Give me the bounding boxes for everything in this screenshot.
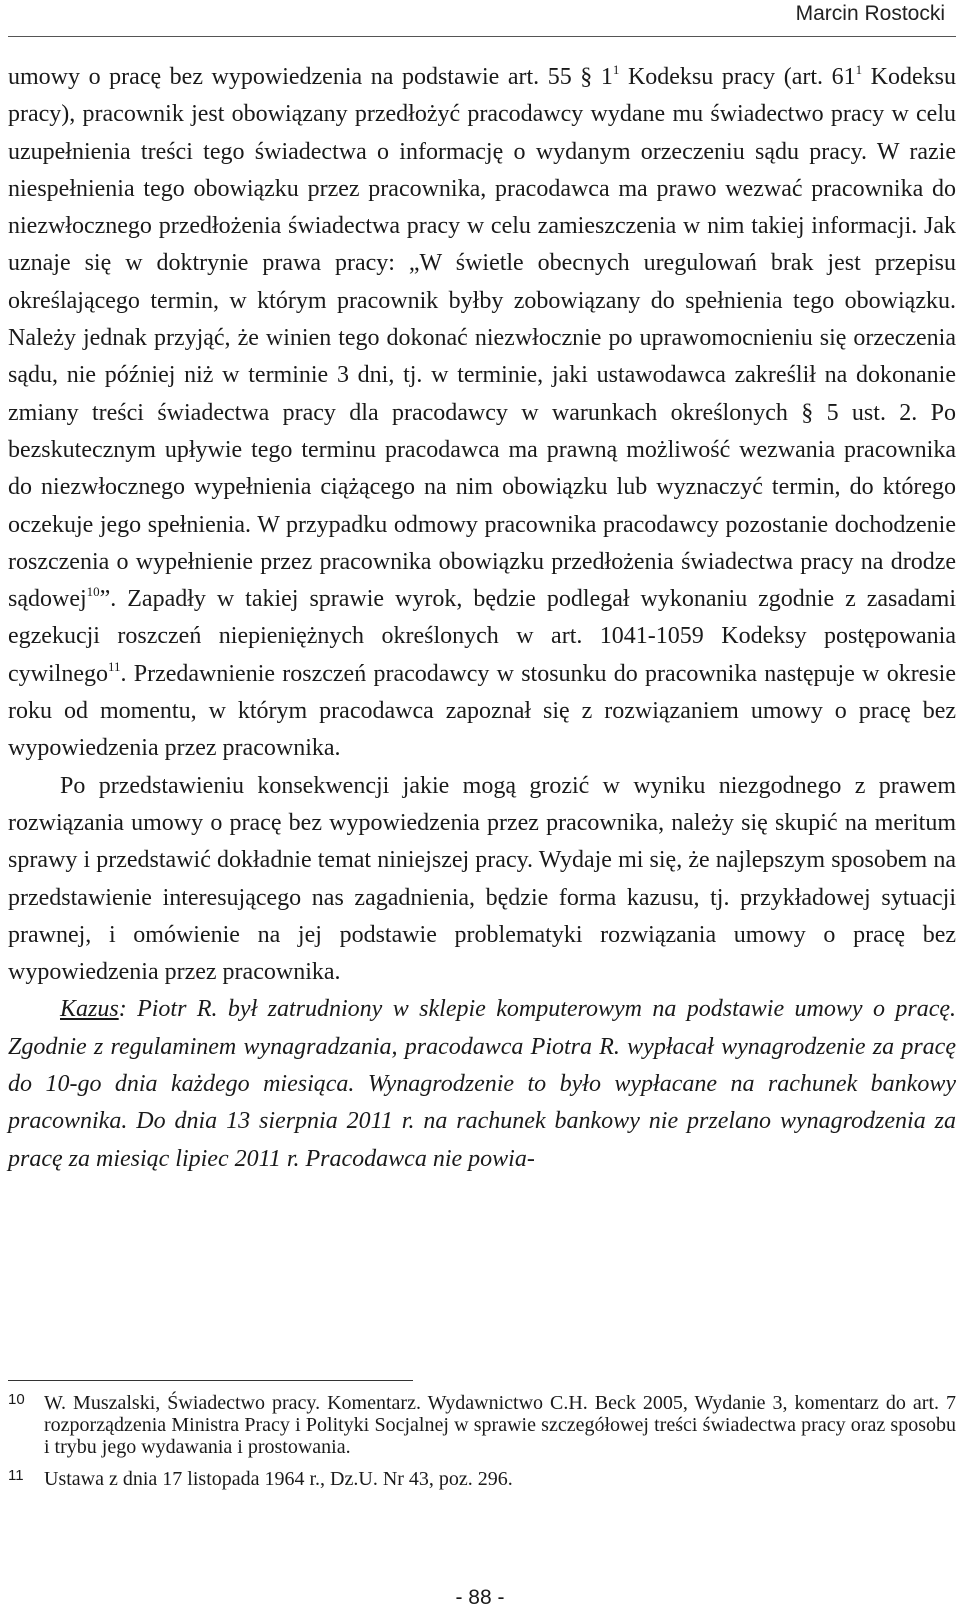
footnote-ref-10[interactable]: 10: [86, 584, 100, 600]
footnote-number: 11: [8, 1467, 24, 1484]
text-run: Kodeksu pracy), pracownik jest obowiązany przedłożyć pracodawcy wydane mu świadectwo pracy w celu uzupełnienia treści tego świadectwa o informację o wydanym orzeczeniu sądu pracy. W razie niespełnienia tego obowiązku przez pracownika, pracodawca ma prawo wezwać pracownika do niezwłocznego przedłożenia świadectwa pracy w celu zamieszczenia w nim takiej informacji. Jak uznaje się w doktrynie prawa pracy: „W świetle obecnych uregulowań brak jest przepisu określającego termin, w którym pracownik byłby zobowiązany do spełnienia tego obowiązku. Należy jednak przyjąć, że winien tego dokonać niezwłocznie po uprawomocnieniu się orzeczenia sądu, nie później niż w terminie 3 dni, tj. w terminie, jaki ustawodawca zakreślił na dokonanie zmiany treści świadectwa pracy dla pracodawcy w warunkach określonych § 5 ust. 2. Po bezskutecznym upływie tego terminu pracodawca ma prawną możliwość wezwania pracownika do niezwłocznego wypełnienia ciążącego na nim obowiązku lub wyznaczyć termin, do którego oczekuje jego spełnienia. W przypadku odmowy pracownika pracodawcy pozostanie dochodzenie roszczenia o wypełnienie przez pracownika obowiązku przedłożenia świadectwa pracy na drodze sądowej: [8, 64, 956, 613]
footnote-10: [8, 1392, 956, 1458]
footnote-ref-11[interactable]: 11: [107, 658, 121, 674]
footnote-text: W. Muszalski, Świadectwo pracy. Komentarz. Wydawnictwo C.H. Beck 2005, Wydanie 3, komentarz do art. 7 rozporządzenia Ministra Pracy i Polityki Socjalnej w sprawie szczegółowej treści świadectwa pracy oraz sposobu i trybu jego wydawania i prostowania.: [44, 1392, 956, 1458]
article-superscript: 1: [612, 62, 620, 77]
running-header: Marcin Rostocki: [795, 2, 945, 25]
page-number: - 88 -: [455, 1586, 505, 1609]
header-divider: [8, 36, 956, 37]
text-run: ”. Zapadły w takiej sprawie wyrok, będzie podlegał wykonaniu zgodnie z zasadami egzekucji roszczeń niepieniężnych określonych w art. 1041-1059 Kodeksy postępowania cywilnego: [8, 586, 956, 687]
text-run: Kodeksu pracy (art. 61: [619, 64, 856, 90]
kazus-colon: :: [118, 996, 127, 1023]
kazus-text: Piotr R. był zatrudniony w sklepie komputerowym na podstawie umowy o pracę. Zgodnie z regulaminem wynagradzania, pracodawca Piotra R. wypłacał wynagrodzenie za pracę do 10-go dnia każdego miesiąca. Wynagrodzenie to było wypłacane na rachunek bankowy pracownika. Do dnia 13 sierpnia 2011 r. na rachunek bankowy nie przelano wynagrodzenia za pracę za miesiąc lipiec 2011 r. Pracodawca nie powia-: [8, 996, 956, 1172]
footnote-11: [8, 1468, 956, 1490]
kazus-label: Kazus: [60, 996, 119, 1023]
text-run: umowy o pracę bez wypowiedzenia na podstawie art. 55 § 1: [8, 64, 613, 90]
article-superscript: 1: [855, 62, 863, 77]
text-run: . Przedawnienie roszczeń pracodawcy w stosunku do pracownika następuje w okresie roku od momentu, w którym pracodawca zapoznał się z rozwiązaniem umowy o pracę bez wypowiedzenia przez pracownika.: [8, 660, 956, 762]
footnote-divider: [8, 1380, 413, 1381]
paragraph-1: [8, 59, 956, 768]
paragraph-kazus: [8, 991, 956, 1177]
footnote-number: 10: [8, 1391, 25, 1408]
footnotes: [8, 1392, 956, 1500]
main-text: [8, 59, 956, 1178]
paragraph-2: Po przedstawieniu konsekwencji jakie mogą grozić w wyniku niezgodnego z prawem rozwiązania umowy o pracę bez wypowiedzenia przez pracownika, należy się skupić na meritum sprawy i przedstawić dokładnie temat niniejszej pracy. Wydaje mi się, że najlepszym sposobem na przedstawienie interesującego nas zagadnienia, będzie forma kazusu, tj. przykładowej sytuacji prawnej, i omówienie na jej podstawie problematyki rozwiązania umowy o pracę bez wypowiedzenia przez pracownika.: [8, 772, 956, 986]
footnote-text: Ustawa z dnia 17 listopada 1964 r., Dz.U. Nr 43, poz. 296.: [44, 1468, 513, 1490]
